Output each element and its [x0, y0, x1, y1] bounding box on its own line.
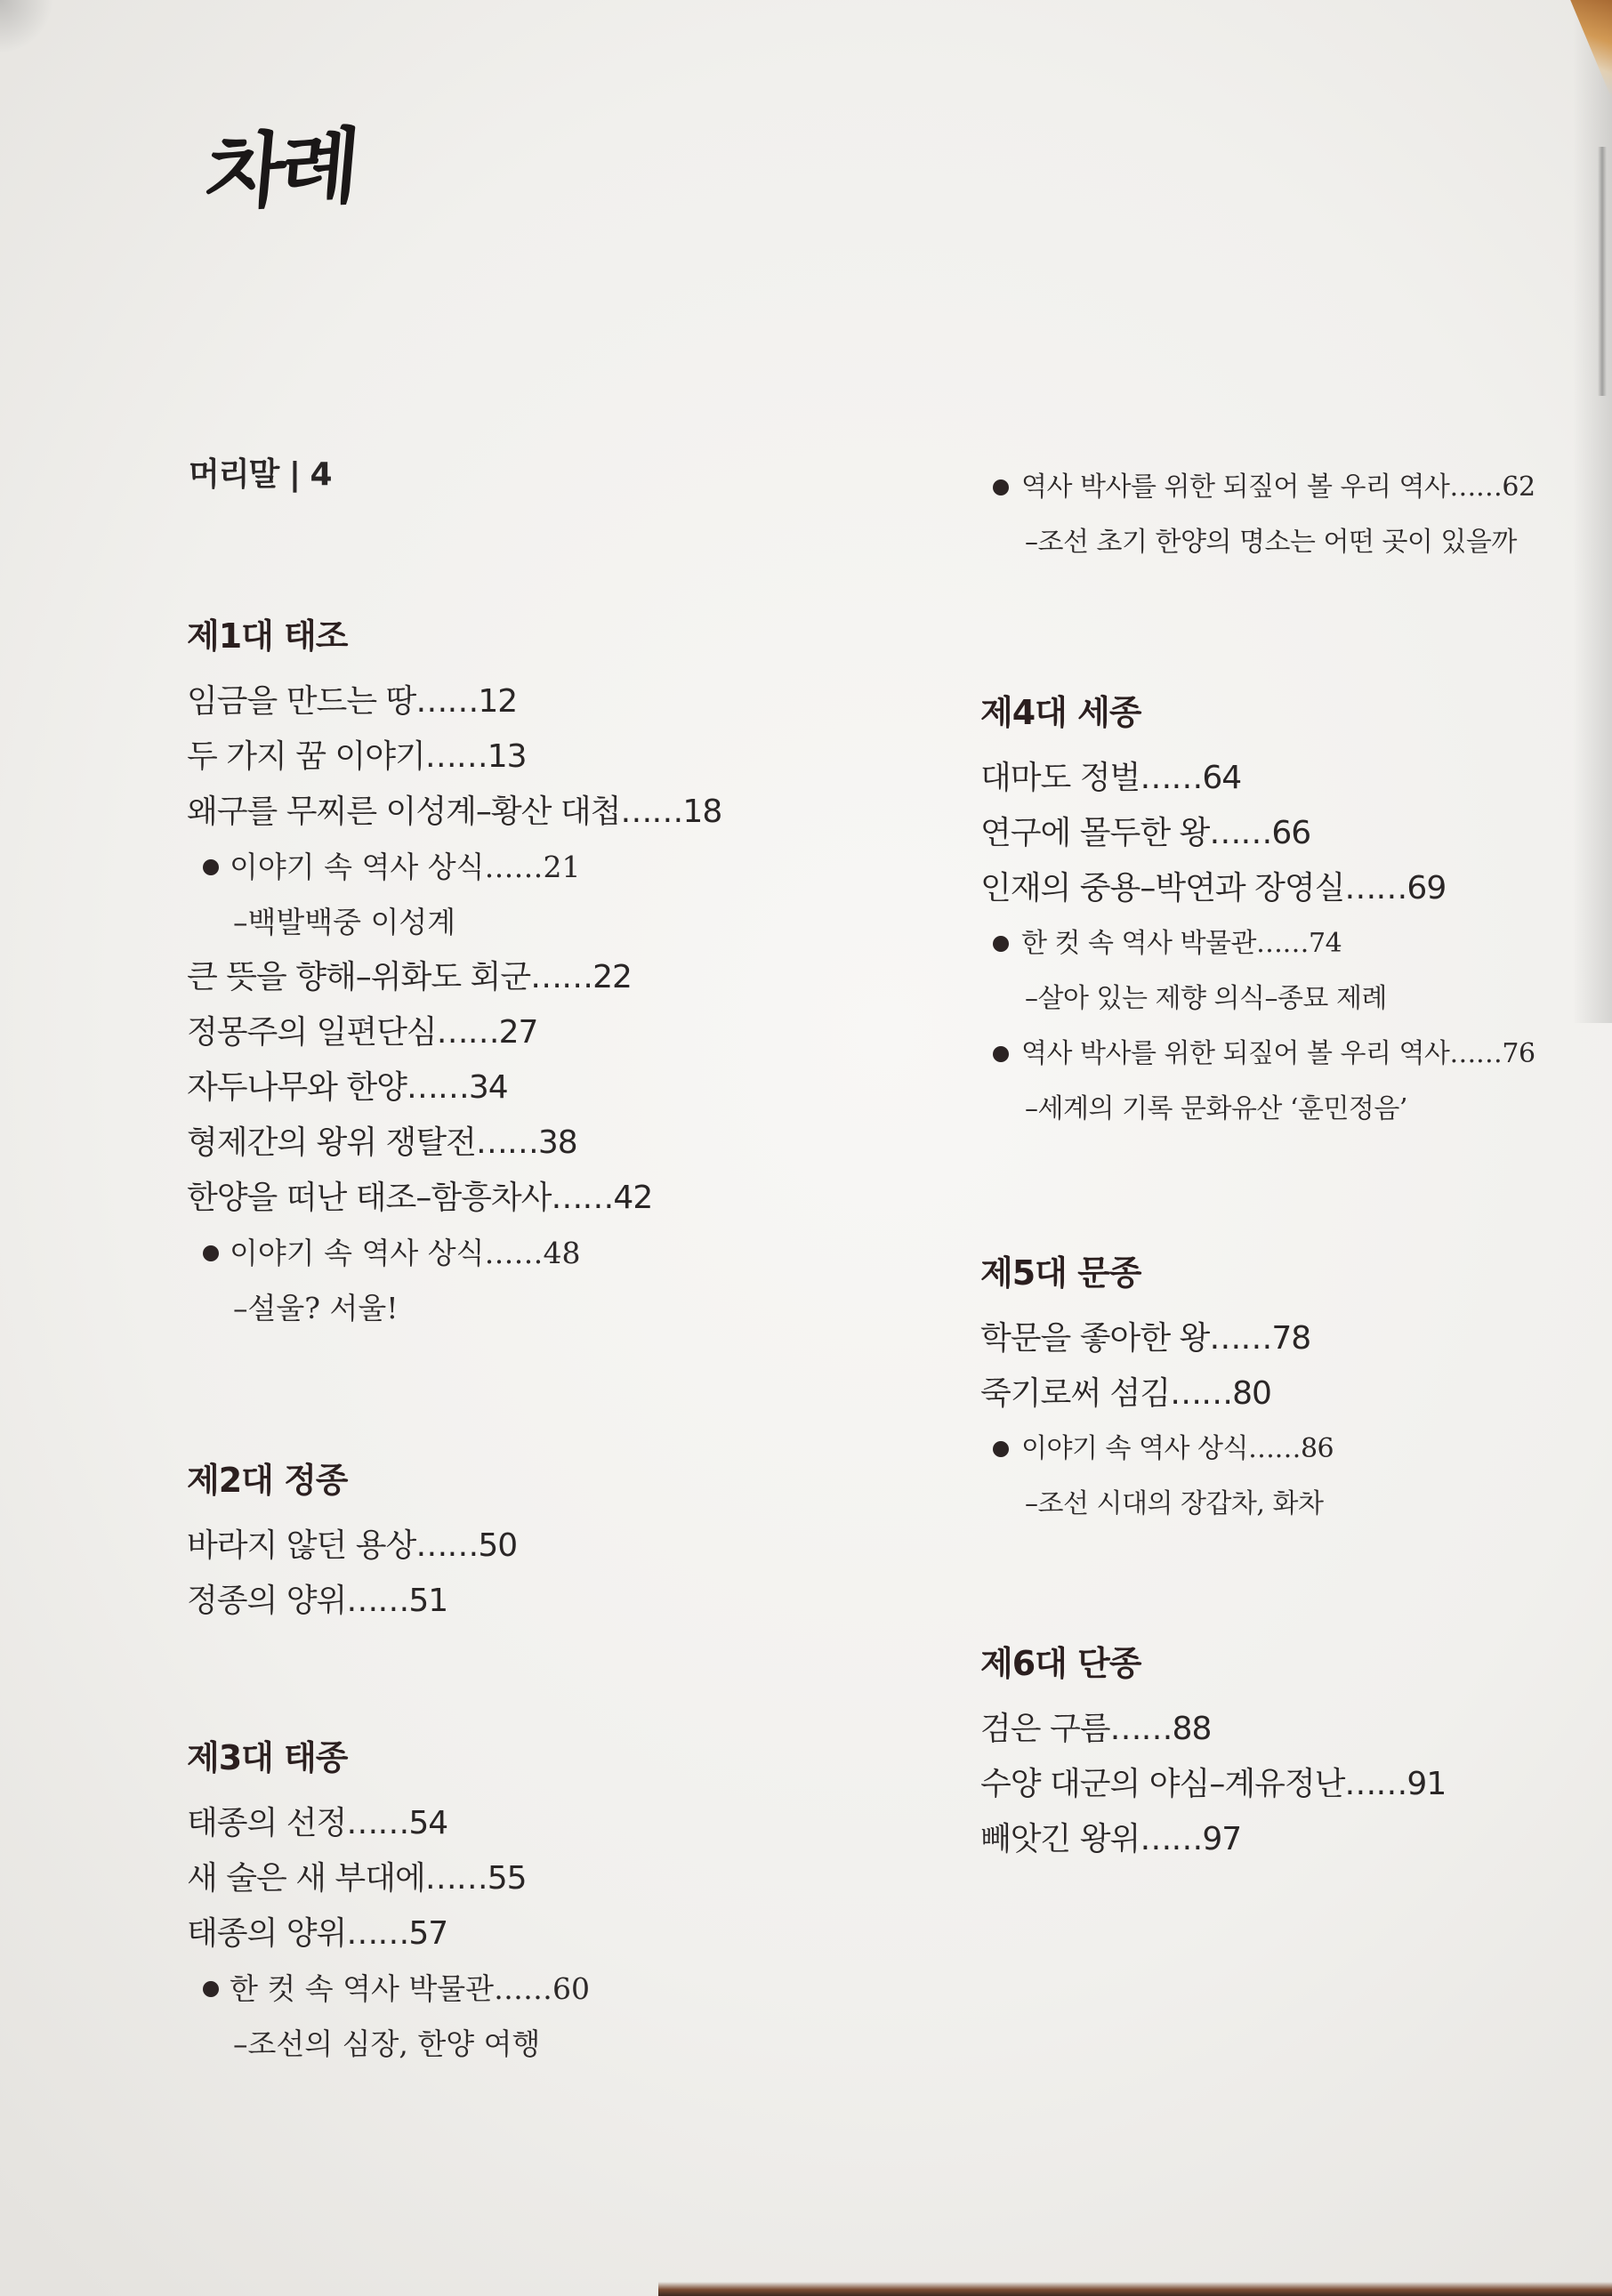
feature-title: 이야기 속 역사 상식……86 — [1021, 1433, 1334, 1464]
feature-subtitle: –살아 있는 제향 의식–종묘 제례 — [1025, 983, 1387, 1014]
feature-title: 역사 박사를 위한 되짚어 볼 우리 역사……76 — [1021, 1038, 1535, 1069]
section-jeongjong — [187, 1453, 517, 1629]
feature-title: 한 컷 속 역사 박물관……60 — [230, 1971, 590, 2006]
bullet-icon — [203, 1981, 219, 1997]
page-edge-line — [1598, 147, 1607, 396]
toc-entry: 죽기로써 섬김……80 — [980, 1375, 1271, 1412]
toc-entry: 두 가지 꿈 이야기……13 — [187, 738, 527, 775]
section-heading: 제2대 정종 — [187, 1461, 348, 1500]
feature-entry — [980, 460, 1535, 515]
toc-entry: 한양을 떠난 태조–함흥차사……42 — [187, 1180, 653, 1216]
bullet-icon — [203, 1245, 219, 1261]
feature-title: 한 컷 속 역사 박물관……74 — [1021, 928, 1342, 959]
section-heading: 제5대 문종 — [980, 1253, 1141, 1293]
toc-entry: 검은 구름……88 — [980, 1711, 1212, 1747]
feature-entry — [980, 1422, 1334, 1477]
bullet-icon — [993, 1441, 1009, 1457]
section-danjong — [980, 1636, 1446, 1867]
toc-entry: 연구에 몰두한 왕……66 — [980, 815, 1311, 851]
section-heading: 제3대 태종 — [187, 1738, 348, 1777]
toc-entry: 큰 뜻을 향해–위화도 회군……22 — [187, 959, 632, 995]
toc-entry: 수양 대군의 야심–계유정난……91 — [980, 1766, 1447, 1802]
toc-entry: 태종의 양위……57 — [187, 1915, 448, 1952]
feature-subtitle: –조선 시대의 장갑차, 화차 — [1025, 1488, 1324, 1519]
toc-entry: 대마도 정벌……64 — [980, 760, 1242, 796]
feature-subtitle: –조선의 심장, 한양 여행 — [233, 2026, 541, 2061]
toc-entry: 학문을 좋아한 왕……78 — [980, 1320, 1311, 1357]
feature-subtitle: –백발백중 이성계 — [233, 905, 456, 939]
feature-entry — [187, 840, 721, 895]
section-heading: 제4대 세종 — [980, 693, 1141, 732]
section-heading: 제1대 태조 — [187, 616, 348, 656]
feature-subtitle: –설울? 서울! — [233, 1291, 399, 1325]
feature-entry — [980, 1027, 1535, 1082]
bullet-icon — [993, 936, 1009, 952]
section-taejong — [187, 1730, 590, 2072]
feature-title: 역사 박사를 위한 되짚어 볼 우리 역사……62 — [1021, 471, 1535, 503]
toc-entry: 바라지 않던 용상……50 — [187, 1527, 518, 1564]
toc-entry: 형제간의 왕위 쟁탈전……38 — [187, 1124, 577, 1161]
toc-entry: 인재의 중용–박연과 장영실……69 — [980, 870, 1447, 906]
page-corner-shadow — [0, 0, 53, 53]
section-heading: 제6대 단종 — [980, 1644, 1141, 1683]
bullet-icon — [993, 1046, 1009, 1062]
toc-entry: 정종의 양위……51 — [187, 1583, 448, 1619]
toc-entry: 새 술은 새 부대에……55 — [187, 1860, 527, 1897]
bullet-icon — [203, 859, 219, 875]
toc-entry: 정몽주의 일편단심……27 — [187, 1014, 538, 1051]
page-bottom-edge — [658, 2282, 1612, 2296]
section-taejo — [187, 608, 721, 1336]
feature-title: 이야기 속 역사 상식……48 — [230, 1236, 581, 1270]
feature-entry — [980, 916, 1535, 971]
feature-subtitle: –세계의 기록 문화유산 ‘훈민정음’ — [1025, 1093, 1407, 1124]
toc-entry: 태종의 선정……54 — [187, 1805, 448, 1841]
section-sejong — [980, 685, 1535, 1137]
page-title: 차례 — [202, 117, 359, 222]
feature-entry — [187, 1962, 590, 2017]
preface-entry: 머리말 | 4 — [189, 456, 332, 493]
section-munjong — [980, 1245, 1334, 1532]
bullet-icon — [993, 479, 1009, 495]
section-continued — [980, 460, 1535, 570]
feature-title: 이야기 속 역사 상식……21 — [230, 850, 581, 884]
toc-entry: 임금을 만드는 땅……12 — [187, 683, 518, 720]
feature-entry — [187, 1226, 721, 1281]
feature-subtitle: –조선 초기 한양의 명소는 어떤 곳이 있을까 — [1025, 527, 1517, 558]
toc-entry: 자두나무와 한양……34 — [187, 1069, 508, 1106]
toc-entry: 빼앗긴 왕위……97 — [980, 1821, 1242, 1857]
toc-entry: 왜구를 무찌른 이성계–황산 대첩……18 — [187, 794, 722, 830]
